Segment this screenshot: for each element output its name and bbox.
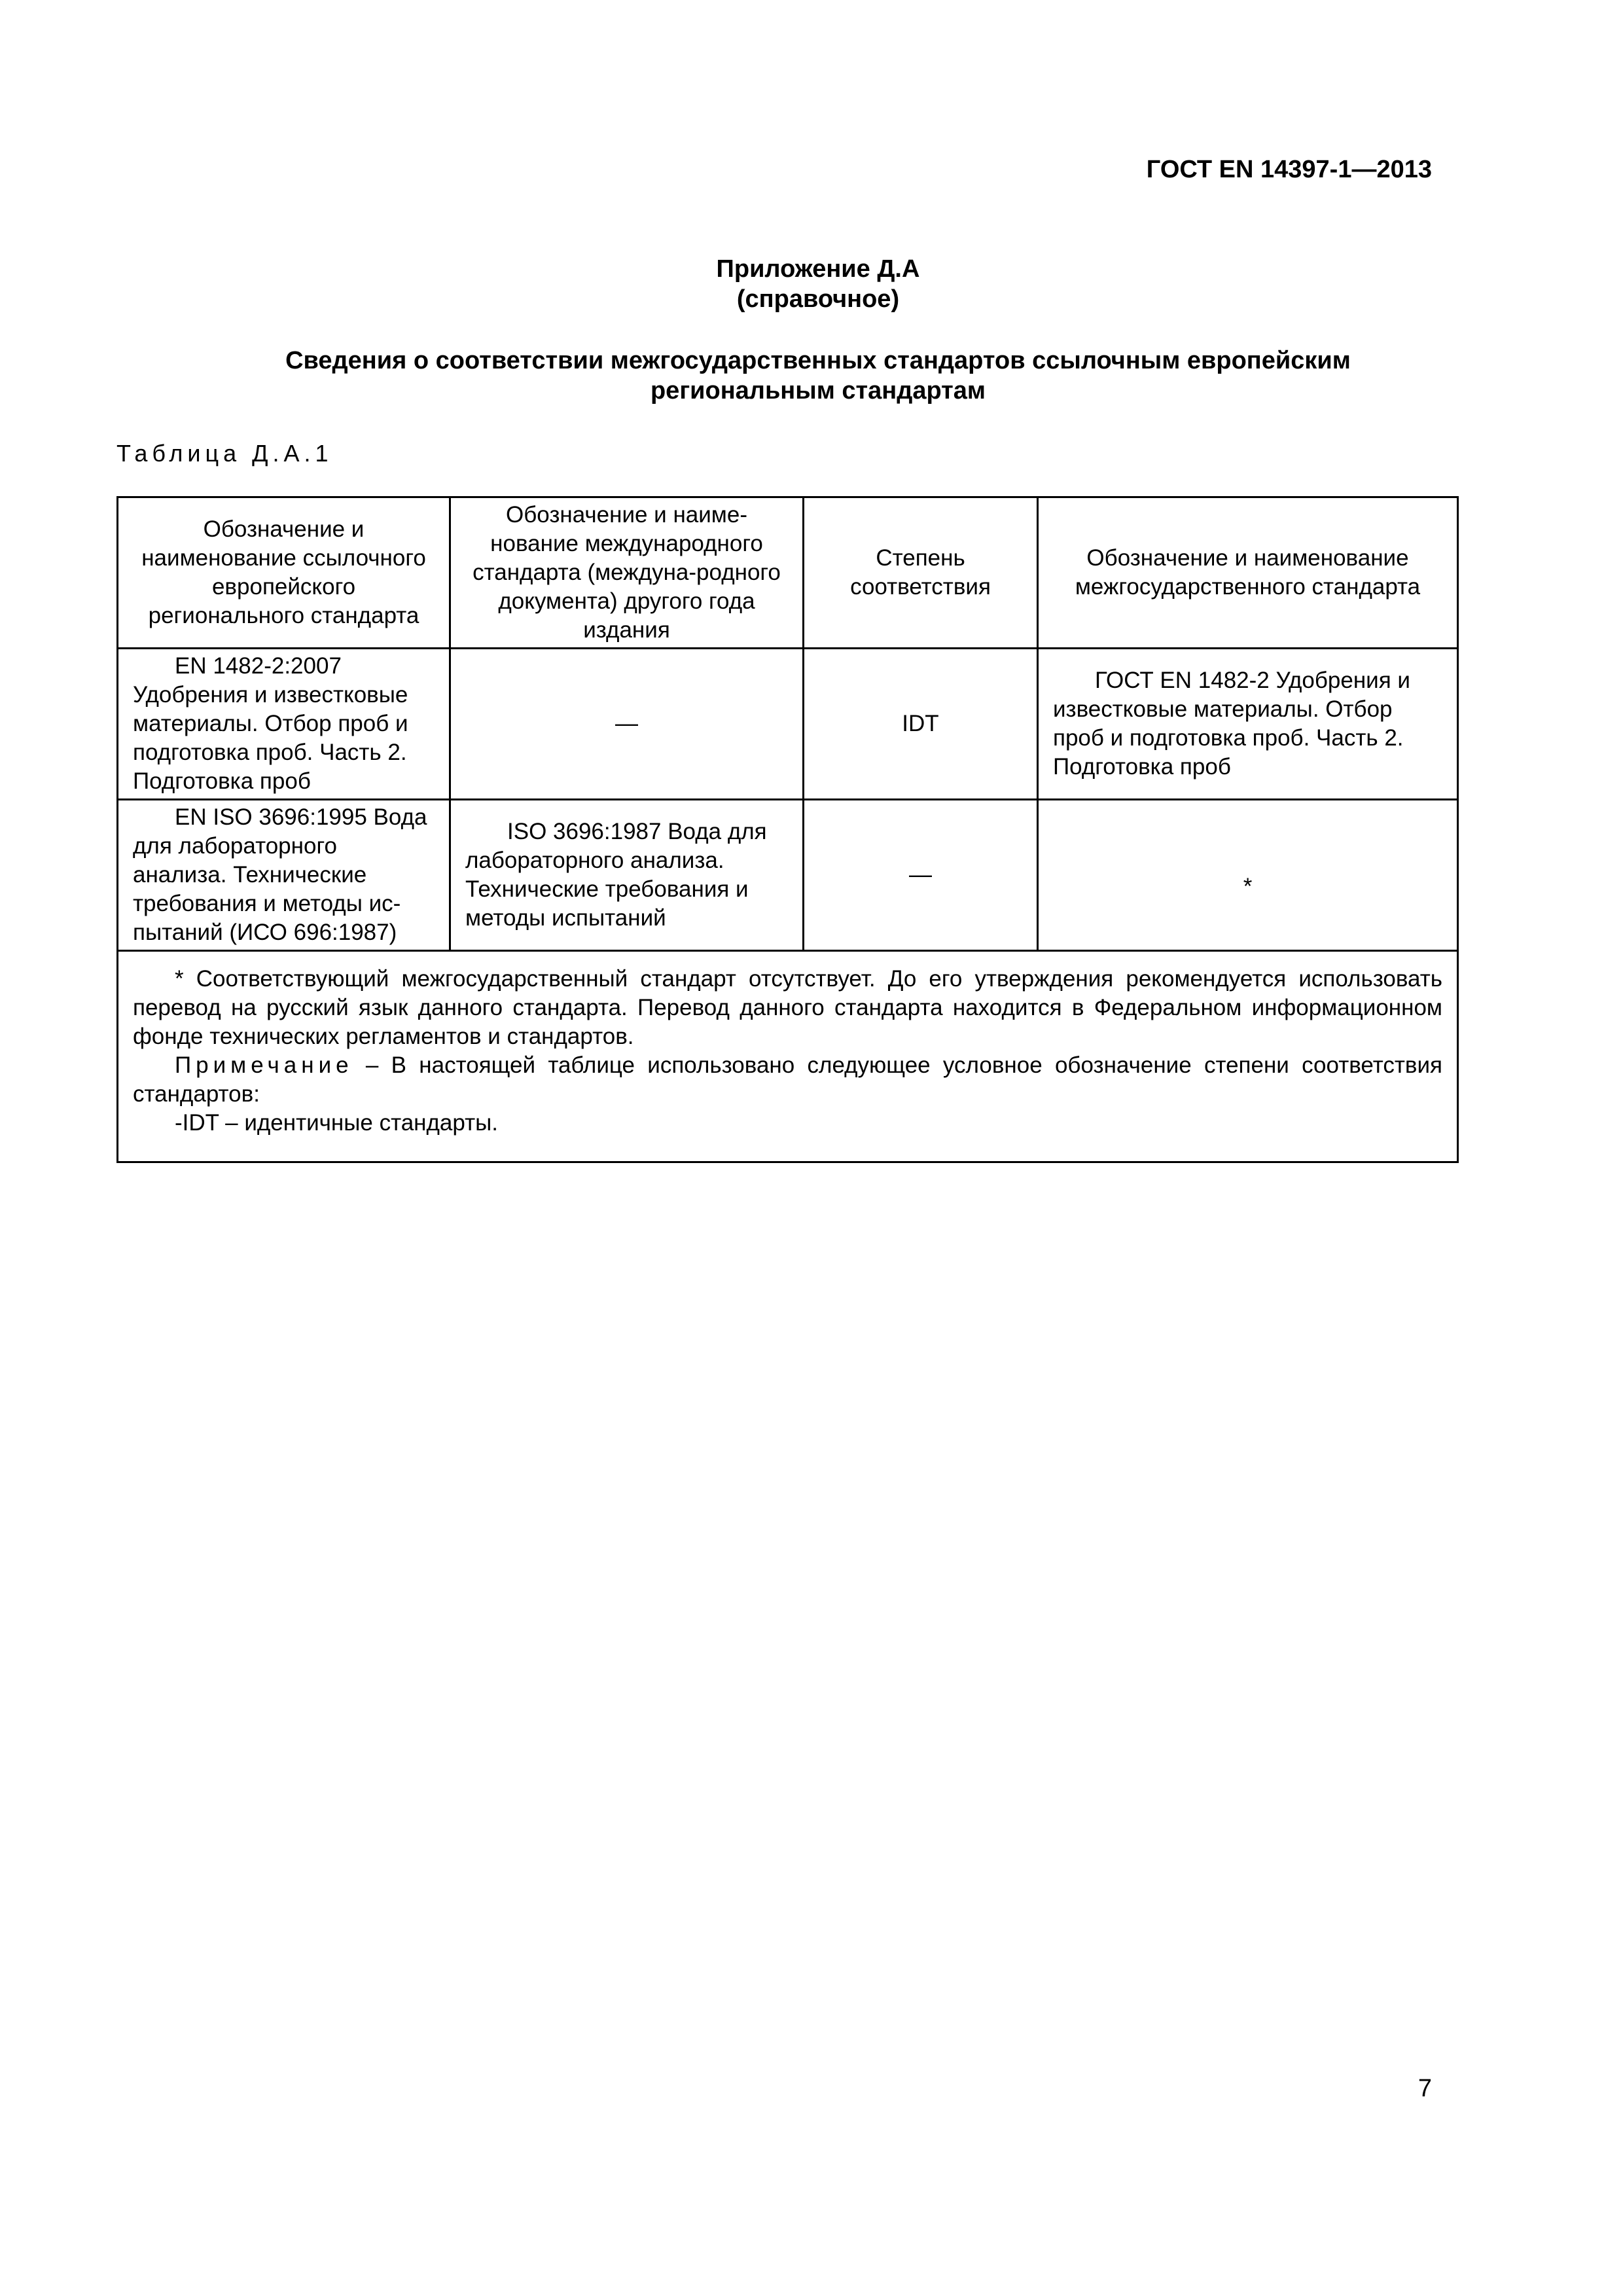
cell-international: ISO 3696:1987 Вода для лабораторного анализа. Технические требования и методы испытаний xyxy=(450,800,804,951)
header-european-standard: Обозначение и наименование ссылочного европейского регионального стандарта xyxy=(118,497,450,649)
header-interstate-standard: Обозначение и наименование межгосударственного стандарта xyxy=(1038,497,1458,649)
table-notes-row xyxy=(118,951,1458,1162)
appendix-subtitle: (справочное) xyxy=(736,285,900,313)
table-label: Таблица Д.А.1 xyxy=(116,440,333,467)
footnote: * Соответствующий межгосударственный стандарт отсутствует. До его утверждения рекомендуется использовать перевод на русский язык данного стандарта. Перевод данного стандарта находится в Федеральном информационном фонде технических регламентов и стандартов. xyxy=(133,966,1442,1049)
section-title-line2: региональным стандартам xyxy=(650,377,986,404)
header-degree-of-conformity: Степень соответствия xyxy=(804,497,1038,649)
table-row xyxy=(118,649,1458,800)
page-number: 7 xyxy=(1418,2075,1432,2102)
appendix-title: Приложение Д.А xyxy=(716,255,920,283)
table-header-row xyxy=(118,497,1458,649)
cell-interstate: ГОСТ EN 1482-2 Удобрения и известковые материалы. Отбор проб и подготовка проб. Часть 2. Подготовка проб xyxy=(1038,649,1458,800)
document-code: ГОСТ EN 14397-1—2013 xyxy=(1146,156,1432,183)
note-label: Примечание xyxy=(175,1052,353,1078)
table-row xyxy=(118,800,1458,951)
section-title xyxy=(118,346,1518,406)
cell-degree: IDT xyxy=(804,649,1038,800)
conformity-table xyxy=(116,496,1459,1163)
section-title-line1: Сведения о соответствии межгосударственных стандартов ссылочным европейским xyxy=(285,347,1351,374)
header-international-standard: Обозначение и наиме-нование международного стандарта (междуна-родного документа) другого года издания xyxy=(450,497,804,649)
note-item: -IDT – идентичные стандарты. xyxy=(175,1110,498,1136)
cell-degree: — xyxy=(804,800,1038,951)
cell-european: EN 1482-2:2007 Удобрения и известковые материалы. Отбор проб и подготовка проб. Часть 2. Подготовка проб xyxy=(118,649,450,800)
cell-international: — xyxy=(450,649,804,800)
table-notes xyxy=(118,951,1458,1162)
cell-european: EN ISO 3696:1995 Вода для лабораторного анализа. Технические требования и методы ис-пытаний (ИСО 696:1987) xyxy=(118,800,450,951)
note-text: – В настоящей таблице использовано следующее условное обозначение степени соответствия стандартов: xyxy=(133,1052,1442,1107)
appendix-heading xyxy=(118,254,1518,314)
cell-interstate: * xyxy=(1038,800,1458,951)
note xyxy=(133,1051,1442,1109)
